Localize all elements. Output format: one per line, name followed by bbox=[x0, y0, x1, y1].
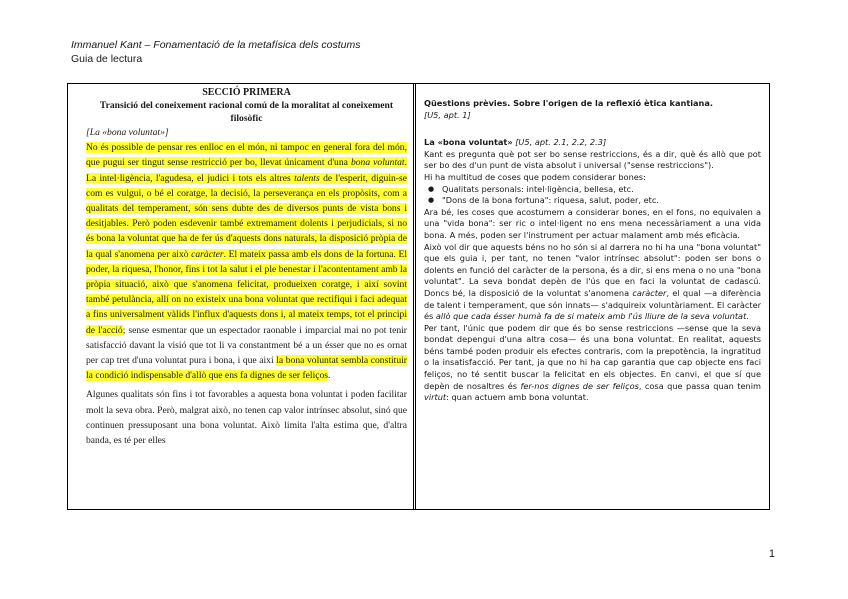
commentary-paragraph-4 bbox=[424, 242, 761, 323]
reading-guide-table bbox=[67, 83, 770, 510]
text-run: . El mateix passa amb els dons de la fortuna. El poder, la riquesa, l'honor, fins i tot la salut i el ple benestar i l'acontentament amb la pròpia situació, això que s'anomena felicitat, produeixen coratge, i així sovint també petulància, allí on no existeix una bona voluntat que rectifiqui i faci adequat a fins universalment vàlids l'influx d'aquests dons i, al mateix temps, tot el principi de l'acció bbox=[86, 248, 407, 336]
document-subtitle: Guia de lectura bbox=[71, 53, 143, 65]
text-run: Per tant, l'únic que podem dir que és bo sense restriccions —sense que la seva bondat depengui d'una altra cosa— és una bona voluntat. En realitat, aquests béns també poden produir els efectes contraris, com la prepotència, la ingratitud o la insatisfacció. Per tant, ja que no hi ha cap garantia que cap objecte ens faci feliços, no té sentit buscar la felicitat en els objectes. En canvi, el que sí que depèn de nosaltres és bbox=[424, 322, 761, 391]
text-run: ; sense esmentar que un espectador raonable i imparcial mai no pot tenir satisfacció davant la visió que tot li va constantment bé a un ésser que no es ornat per cap tret d'una voluntat pura i bona, i que així bbox=[86, 324, 407, 367]
commentary-subheading bbox=[424, 137, 761, 149]
text-run: , cosa que passa quan tenim bbox=[638, 380, 761, 391]
text-run-italic: caràcter bbox=[632, 287, 667, 298]
commentary-column bbox=[416, 84, 769, 509]
text-run: , el qual —a diferència de talent i temperament, que són innats— s'adquireix voluntàriament. El caràcter és bbox=[424, 287, 761, 322]
text-run: Això vol dir que aquests béns no ho són si al darrera no hi ha una "bona voluntat" que els guia i, per tant, no tenen "valor intrínsec absolut": poden ser bons o dolents en funció del caràcter de la persona, és a dir, si ens mena o no una "bona voluntat". La seva bondat depèn de l'ús que en faci la voluntat de cadascú. Doncs bé, la disposició de la voluntat s'anomena bbox=[424, 241, 761, 298]
text-run-italic: talents bbox=[294, 172, 320, 184]
text-run-italic: allò que cada ésser humà fa de si mateix amb l'ús lliure de la seva voluntat bbox=[435, 311, 747, 322]
commentary-paragraph-1: Kant es pregunta què pot ser bo sense restriccions, és a dir, què és allò que pot ser bo des d'un punt de vista absolut i universal ("sense restriccions"). bbox=[424, 148, 761, 171]
text-run-italic: fer-nos dignes de ser feliços bbox=[520, 380, 639, 391]
list-item: ● "Dons de la bona fortuna": riquesa, salut, poder, etc. bbox=[442, 195, 761, 207]
text-run-highlight: la bona voluntat sembla constituir la condició indispensable d'allò que ens fa dignes de ser feliços bbox=[86, 355, 407, 382]
subheading-ref: [U5, apt. 2.1, 2.2, 2.3] bbox=[512, 137, 607, 148]
text-run-italic: caràcter bbox=[191, 248, 224, 260]
section-title: SECCIÓ PRIMERA bbox=[202, 87, 291, 98]
commentary-paragraph-3: Ara bé, les coses que acostumem a considerar bones, en el fons, no equivalen a una "vida bona": ser ric o intel·ligent no ens mena necessàriament a una vida bona. A més, poden ser l'instrument per actuar malament amb més eficàcia. bbox=[424, 206, 761, 240]
text-run-italic: virtut bbox=[424, 392, 447, 403]
commentary-heading-ref: [U5, apt. 1] bbox=[424, 109, 471, 120]
section-subtitle: Transició del coneixement racional comú de la moralitat al coneixement filosòfic bbox=[99, 100, 394, 124]
page-number: 1 bbox=[768, 548, 775, 560]
text-run: de l'esperit, diguin-se com es vulgui, o bé el coratge, la decisió, la perseverança en els propòsits, com a qualitats del temperament, són sens dubte des de diversos punts de vista bons i desitjables. Però poden esdevenir també extremament dolents i perjudicials, si no és bona la voluntat que ha de fer ús d'aquests dons naturals, la disposició pròpia de la qual s'anomena per això bbox=[86, 172, 407, 260]
list-item: ● Qualitats personals: intel·ligència, bellesa, etc. bbox=[442, 184, 761, 196]
source-text-column bbox=[68, 84, 416, 509]
text-run-italic: bona voluntat. bbox=[350, 157, 407, 169]
commentary-paragraph-2: Hi ha multitud de coses que podem considerar bones: bbox=[424, 171, 646, 182]
document-title: Immanuel Kant – Fonamentació de la metafísica dels costums bbox=[71, 39, 361, 51]
section-tag: [La «bona voluntat»] bbox=[86, 127, 169, 138]
subheading-bold: La «bona voluntat» bbox=[424, 137, 513, 148]
text-run: . bbox=[328, 370, 331, 382]
document-header bbox=[71, 38, 360, 66]
text-run: No és possible de pensar res enlloc en el món, ni tampoc en general fora del món, que pugui ser tingut sense restricció per bo, llevat únicament d'una bbox=[86, 142, 407, 169]
text-run: . bbox=[746, 311, 749, 322]
source-paragraph-2: Algunes qualitats són fins i tot favorables a aquesta bona voluntat i poden facilitar molt la seva obra. Però, malgrat això, no tenen cap valor intrínsec absolut, sinó que continuen pressuposant una bona voluntat. Això limita l'alta estima que, d'altra banda, es té per elles bbox=[86, 389, 407, 447]
text-run: : quan actuem amb bona voluntat. bbox=[446, 392, 589, 403]
goods-list bbox=[424, 184, 761, 207]
commentary-paragraph-5 bbox=[424, 323, 761, 404]
source-paragraph-1 bbox=[86, 140, 407, 383]
text-run: La intel·ligència, l'agudesa, el judici i tots els altres bbox=[86, 172, 295, 184]
commentary-heading: Qüestions prèvies. Sobre l'origen de la reflexió ètica kantiana. bbox=[424, 98, 714, 108]
